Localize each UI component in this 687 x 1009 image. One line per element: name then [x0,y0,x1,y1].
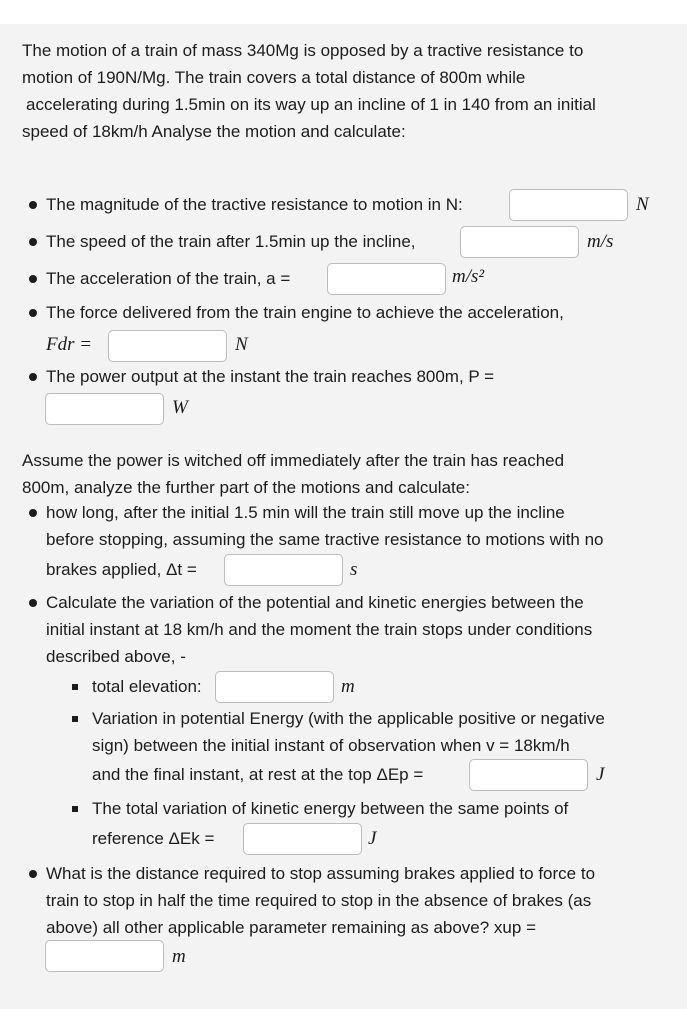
potential-energy-input[interactable] [469,759,588,791]
q8-line-2: train to stop in half the time required to stop in the absence of brakes (as [46,891,592,910]
q7-line-2: initial instant at 18 km/h and the moment the train stops under conditions [46,620,593,639]
part2-line-1: Assume the power is witched off immediately after the train has reached [22,451,565,470]
q5-unit: W [172,397,188,418]
q7b-unit: J [596,764,605,785]
bullet-icon [29,870,37,878]
intro-line-3: accelerating during 1.5min on its way up an incline of 1 in 140 from an initial [26,95,596,114]
q6-unit: s [350,559,358,580]
q1-text: The magnitude of the tractive resistance to motion in N: [46,195,463,214]
tractive-resistance-input[interactable] [509,189,628,221]
square-bullet-icon [72,716,78,722]
speed-input[interactable] [460,226,579,258]
q8-unit: m [172,946,186,967]
stopping-distance-input[interactable] [45,940,164,972]
kinetic-energy-input[interactable] [243,823,362,855]
bullet-icon [29,201,37,209]
bullet-icon [29,309,37,317]
q3-unit: m/s² [452,266,485,287]
q4-label: Fdr = [46,334,93,355]
q1-unit: N [636,194,649,215]
q7a-unit: m [341,676,355,697]
bullet-icon [29,509,37,517]
q8-line-3: above) all other applicable parameter remaining as above? xup = [46,918,536,937]
driving-force-input[interactable] [108,330,227,362]
q2-text: The speed of the train after 1.5min up the incline, [46,232,416,251]
q6-line-2: before stopping, assuming the same tractive resistance to motions with no [46,530,604,549]
q7b-line-1: Variation in potential Energy (with the applicable positive or negative [92,709,605,728]
q7b-line-2: sign) between the initial instant of observation when v = 18km/h [92,736,570,755]
total-elevation-input[interactable] [215,671,334,703]
q7-line-3: described above, - [46,647,186,666]
q7a-text: total elevation: [92,677,202,696]
acceleration-input[interactable] [327,263,446,295]
part2-line-2: 800m, analyze the further part of the motions and calculate: [22,478,470,497]
q7c-line-2: reference ΔEk = [92,829,215,848]
intro-line-1: The motion of a train of mass 340Mg is opposed by a tractive resistance to [22,41,584,60]
q3-text: The acceleration of the train, a = [46,269,291,288]
bullet-icon [29,599,37,607]
q6-line-3: brakes applied, Δt = [46,560,197,579]
bullet-icon [29,275,37,283]
bullet-icon [29,238,37,246]
q7-line-1: Calculate the variation of the potential and kinetic energies between the [46,593,584,612]
q2-unit: m/s [587,231,614,252]
q4-unit: N [235,334,248,355]
q5-text: The power output at the instant the train reaches 800m, P = [46,367,495,386]
power-input[interactable] [45,393,164,425]
bullet-icon [29,373,37,381]
square-bullet-icon [72,684,78,690]
q4-text: The force delivered from the train engine to achieve the acceleration, [46,303,564,322]
q6-line-1: how long, after the initial 1.5 min will the train still move up the incline [46,503,565,522]
q7c-line-1: The total variation of kinetic energy between the same points of [92,799,569,818]
intro-line-4: speed of 18km/h Analyse the motion and calculate: [22,122,406,141]
intro-line-2: motion of 190N/Mg. The train covers a total distance of 800m while [22,68,526,87]
q7c-unit: J [368,828,377,849]
square-bullet-icon [72,806,78,812]
q8-line-1: What is the distance required to stop assuming brakes applied to force to [46,864,596,883]
q7b-line-3: and the final instant, at rest at the top ΔEp = [92,765,424,784]
time-to-stop-input[interactable] [224,554,343,586]
